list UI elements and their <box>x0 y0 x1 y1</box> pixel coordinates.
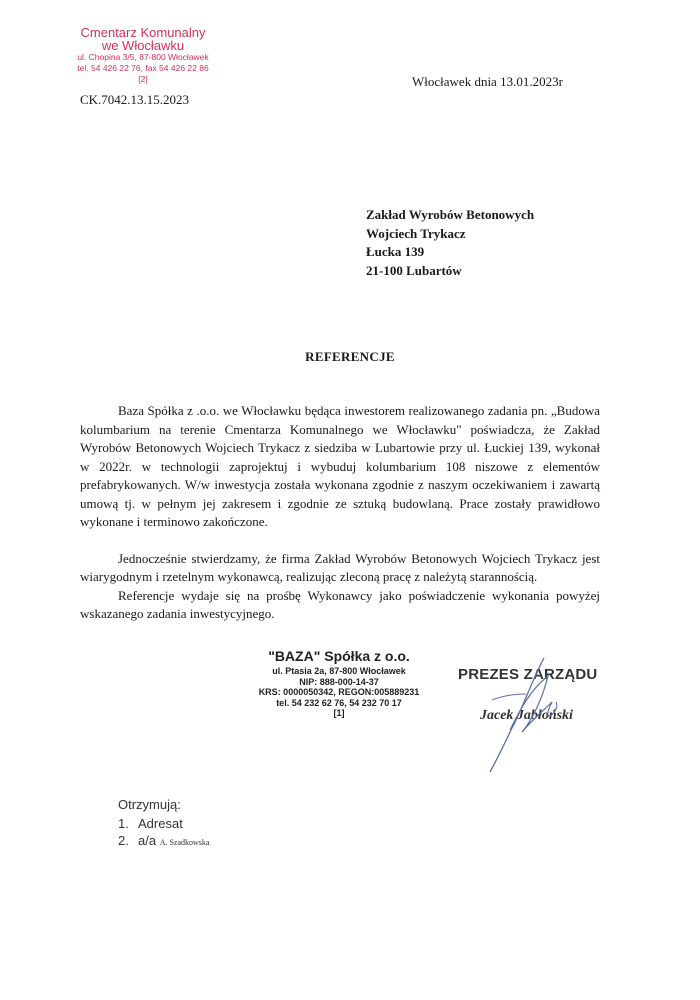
recipient-address <box>366 206 534 280</box>
list-item-number: 1. <box>118 816 129 831</box>
body-paragraph-3: Referencje wydaje się na prośbę Wykonawcy jako poświadczenie wykonania powyżej wskazanego zadania inwestycyjnego. <box>80 587 600 621</box>
list-item <box>118 815 209 832</box>
body-paragraph-1: Baza Spółka z .o.o. we Włocławku będąca inwestorem realizowanego zadania pn. „Budowa kolumbarium na terenie Cmentarza Komunalnego we Włocławku" poświadcza, że Zakład Wyrobów Betonowych Wojciech Trykacz z siedziba w Lubartowie przy ul. Łuckiej 139, wykonał w 2022r. w technologii zaprojektuj i wybuduj kolumbarium 108 niszowe z elementów prefabrykowanych. W/w inwestycja została wykonana zgodnie z naszym oczekiwaniem i zawartą umową tj. w pełnym jej zakresem i zgodnie ze sztuką budowlaną. Prace zostały prawidłowo wykonane i terminowo zakończone. <box>80 403 600 529</box>
signature-title: PREZES ZARZĄDU <box>458 666 598 683</box>
list-item-text: a/a <box>138 833 157 848</box>
recipient-line-1: Zakład Wyrobów Betonowych <box>366 207 535 222</box>
reference-number: CK.7042.13.15.2023 <box>80 92 190 107</box>
company-krs-regon: KRS: 0000050342, REGON:005889231 <box>258 687 420 697</box>
stamp-line-2: we Włocławku <box>101 38 185 53</box>
stamp-line-1: Cmentarz Komunalny <box>80 25 206 40</box>
list-item-text: Adresat <box>138 816 183 831</box>
stamp-phone: tel. 54 426 22 76, fax 54 426 22 86 <box>77 63 209 73</box>
recipients-list <box>118 796 209 851</box>
recipient-line-3: Łucka 139 <box>366 244 425 259</box>
stamp-address: ul. Chopina 3/5, 87-800 Włocławek <box>77 52 209 62</box>
list-item <box>118 832 209 851</box>
list-item-number: 2. <box>118 833 129 848</box>
stamp-code: [2] <box>138 74 148 84</box>
list-item-note: A. Szadkowska <box>159 838 210 847</box>
recipients-heading: Otrzymują: <box>118 797 181 812</box>
company-nip: NIP: 888-000-14-37 <box>299 676 379 687</box>
recipient-line-4: 21-100 Lubartów <box>366 262 462 278</box>
company-address: ul. Ptasia 2a, 87-800 Włocławek <box>272 666 406 676</box>
cemetery-stamp <box>58 26 228 85</box>
date-line: Włocławek dnia 13.01.2023r <box>412 74 563 89</box>
company-phone: tel. 54 232 62 76, 54 232 70 17 <box>276 697 402 708</box>
company-stamp <box>244 648 434 719</box>
handwritten-signature <box>452 650 622 775</box>
body-paragraph-2: Jednocześnie stwierdzamy, że firma Zakład Wyrobów Betonowych Wojciech Trykacz jest wiarygodnym i rzetelnym wykonawcą, realizując zleconą pracę z należytą starannością. <box>80 550 600 584</box>
company-stamp-code: [1] <box>333 708 345 718</box>
document-title: REFERENCJE <box>305 349 395 364</box>
signature-block <box>452 650 622 775</box>
recipient-line-2: Wojciech Trykacz <box>366 225 466 241</box>
letter-body <box>80 402 600 624</box>
signature-name: Jacek Jabłoński <box>480 708 573 723</box>
company-name: "BAZA" Spółka z o.o. <box>268 648 410 664</box>
